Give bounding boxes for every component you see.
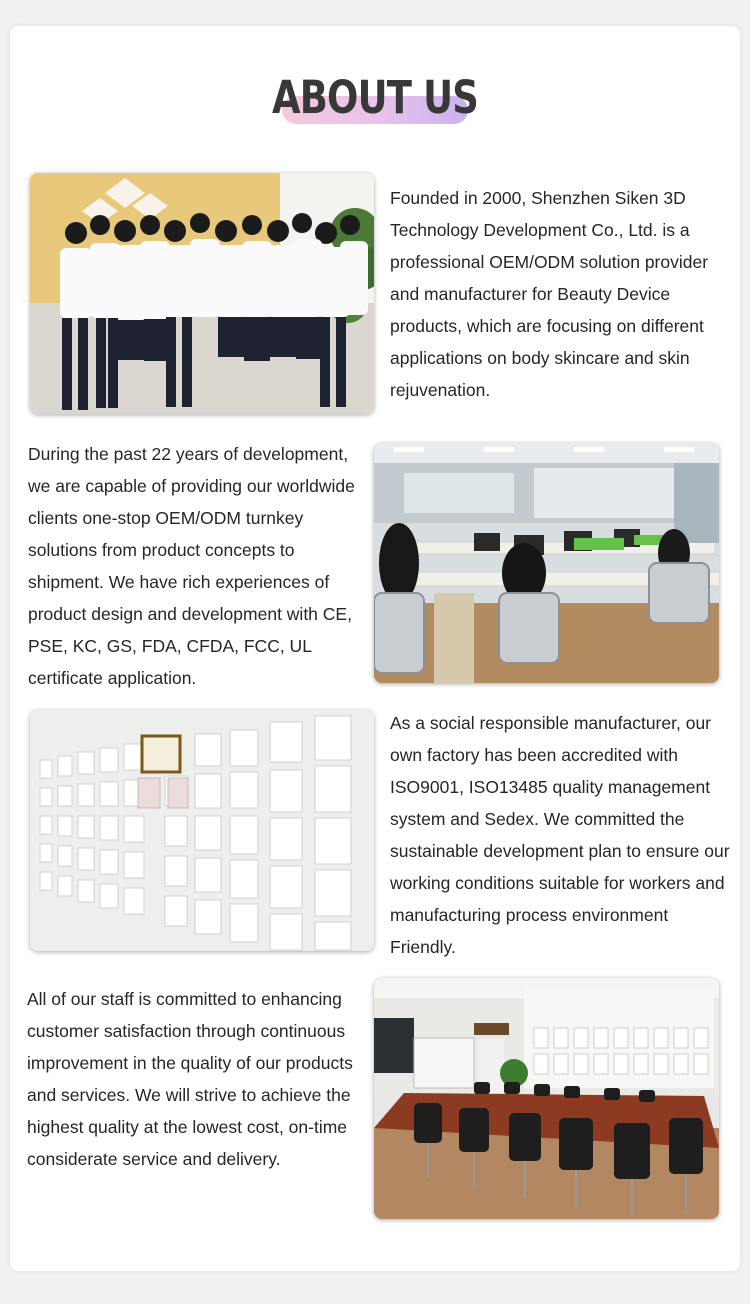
meeting-room-photo [374, 978, 719, 1219]
section-title: ABOUT US [271, 71, 478, 124]
team-group-photo [30, 173, 374, 414]
section-header [0, 68, 750, 130]
intro-paragraph: Founded in 2000, Shenzhen Siken 3D Technology Development Co., Ltd. is a professional OEM/ODM solution provider and manufacturer for Beauty Device products, which are focusing on different applications on body skincare and skin rejuvenation. [390, 188, 709, 400]
office-workspace-photo [374, 443, 719, 683]
commitment-paragraph: All of our staff is committed to enhancing customer satisfaction through continuous improvement in the quality of our products and services. We will strive to achieve the highest quality at the lowest cost, on-time considerate service and delivery. [27, 989, 353, 1169]
accreditation-paragraph: As a social responsible manufacturer, our own factory has been accredited with ISO9001, ISO13485 quality management system and Sedex. We committed the sustainable development plan to ensure our working conditions suitable for workers and manufacturing process environment Friendly. [390, 713, 730, 957]
certificate-wall-photo [30, 710, 374, 951]
development-paragraph: During the past 22 years of development, we are capable of providing our worldwide clients one-stop OEM/ODM turnkey solutions from product concepts to shipment. We have rich experiences of product design and development with CE, PSE, KC, GS, FDA, CFDA, FCC, UL certificate application. [28, 444, 355, 688]
